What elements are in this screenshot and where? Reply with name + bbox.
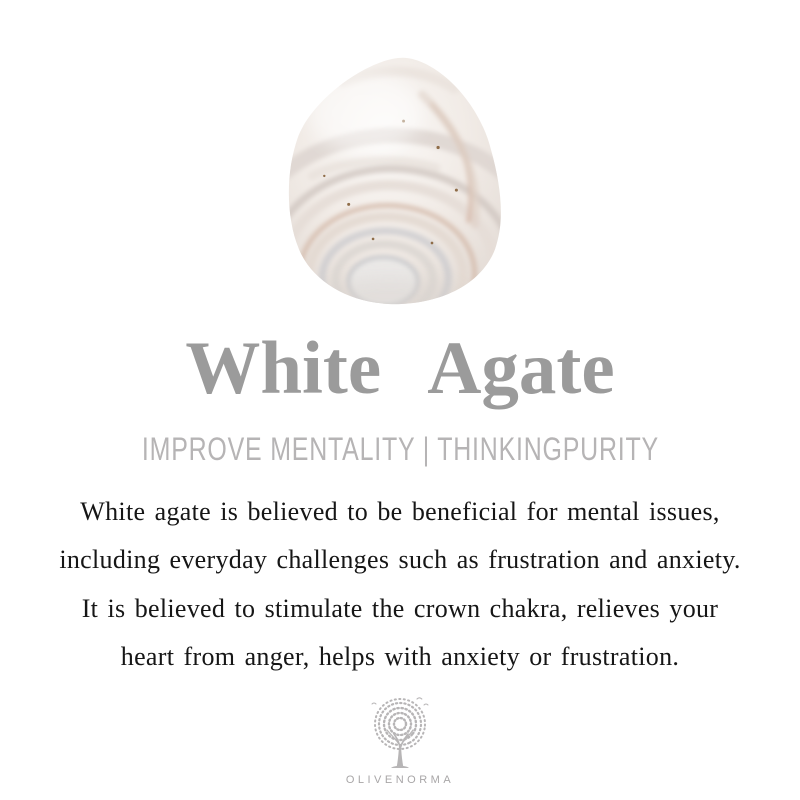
description-line: White agate is believed to be beneficial for mental issues, <box>80 496 720 526</box>
product-title: White Agate <box>185 327 615 410</box>
description-line: heart from anger, helps with anxiety or frustration. <box>120 642 680 672</box>
brand-name: OLIVENORMA <box>345 773 455 786</box>
brand-logo-block <box>346 694 454 786</box>
product-description <box>59 488 740 682</box>
description-line: It is believed to stimulate the crown chakra, relieves your <box>81 593 719 623</box>
white-agate-stone-photo <box>283 54 518 306</box>
tree-of-life-icon <box>360 694 440 770</box>
product-tagline: IMPROVE MENTALITY | THINKINGPURITY <box>141 430 659 467</box>
hero-image <box>283 54 518 306</box>
description-line: including everyday challenges such as frustration and anxiety. <box>59 545 741 575</box>
